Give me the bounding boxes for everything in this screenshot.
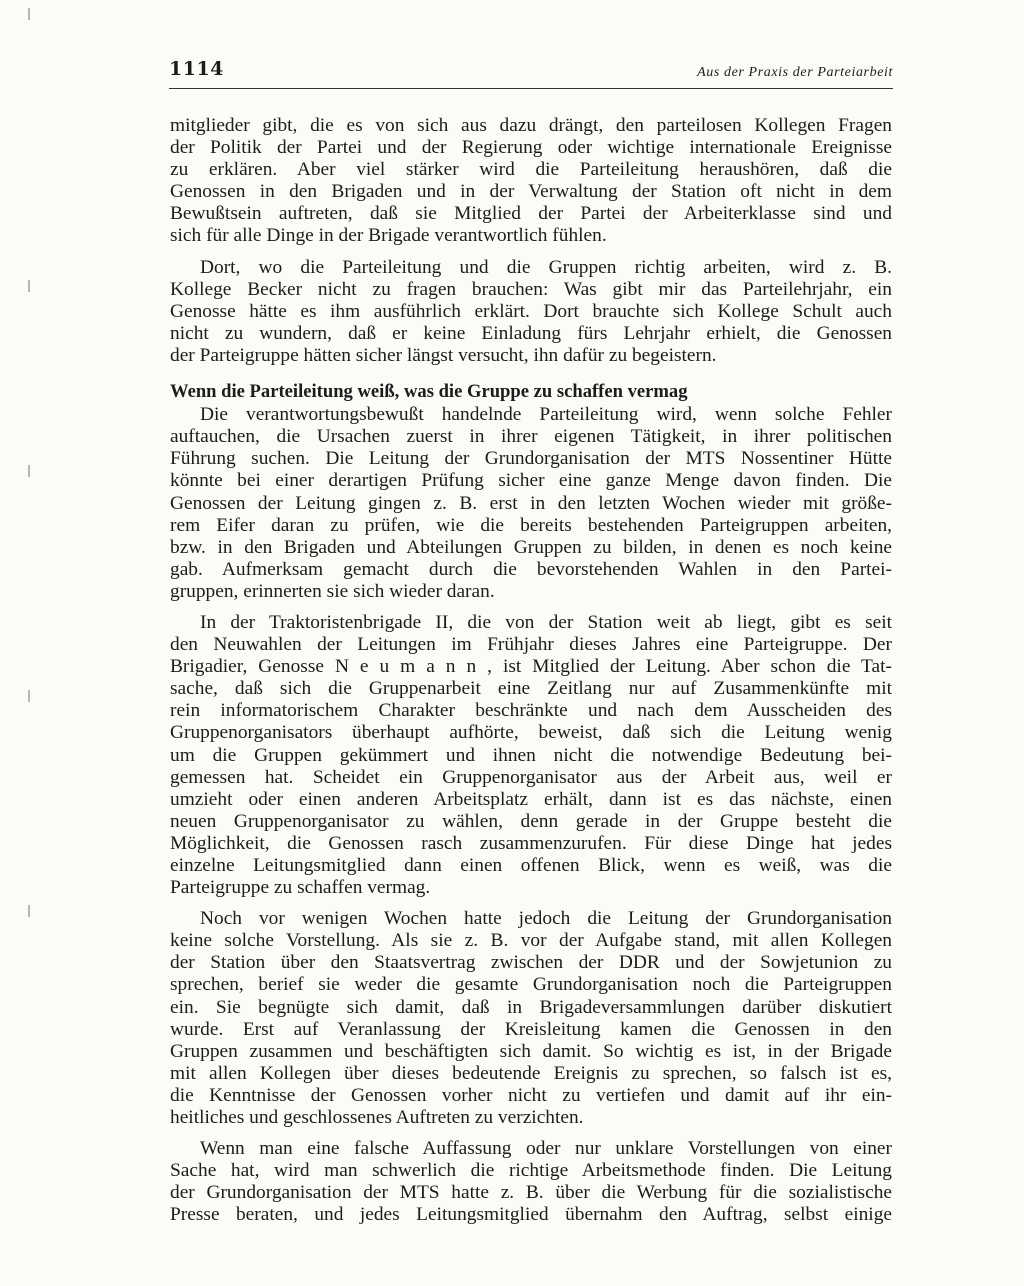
- text-line: Genosse hätte es ihm ausführlich erklärt. Dort brauchte sich Kollege Schult auch: [170, 300, 892, 322]
- text-line: zu erklären. Aber viel stärker wird die Parteileitung heraushören, daß die: [170, 159, 892, 181]
- text-line: Genossen der Leitung gingen z. B. erst in den letzten Wochen wieder mit größe-: [170, 492, 892, 514]
- text-line: Brigadier, Genosse N e u m a n n , ist Mitglied der Leitung. Aber schon die Tat-: [170, 656, 892, 678]
- text-line: keine solche Vorstellung. Als sie z. B. vor der Aufgabe stand, mit allen Kollegen: [170, 930, 892, 952]
- text-line: nicht zu wundern, daß er keine Einladung fürs Lehrjahr erhielt, die Genossen: [170, 322, 892, 344]
- page-header: [169, 58, 893, 89]
- page-number: 1114: [169, 58, 224, 80]
- text-line: mit allen Kollegen über dieses bedeutende Ereignis zu sprechen, so falsch ist es,: [170, 1062, 892, 1084]
- text-line: der Grundorganisation der MTS hatte z. B. über die Werbung für die sozialistische: [170, 1182, 892, 1204]
- text-line: Presse beraten, und jedes Leitungsmitglied übernahm den Auftrag, selbst einige: [170, 1204, 892, 1226]
- text-line: wurde. Erst auf Veranlassung der Kreisleitung kamen die Genossen in den: [170, 1018, 892, 1040]
- text-line: gruppen, erinnerten sie sich wieder daran.: [170, 580, 495, 602]
- text-line: Bewußtsein auftreten, daß sie Mitglied der Partei der Arbeiterklasse sind und: [170, 203, 892, 225]
- text-line: Parteigruppe zu schaffen vermag.: [170, 877, 431, 899]
- text-line: der Station über den Staatsvertrag zwischen der DDR und der Sowjetunion zu: [170, 952, 892, 974]
- text-line: könnte bei einer derartigen Prüfung sicher eine ganze Menge davon finden. Die: [170, 470, 892, 492]
- text-line: Dort, wo die Parteileitung und die Gruppen richtig arbeiten, wird z. B.: [200, 256, 892, 278]
- text-line: Gruppenorganisators überhaupt aufhörte, beweist, daß sich die Leitung wenig: [170, 722, 892, 744]
- running-head: Aus der Praxis der Parteiarbeit: [697, 65, 893, 80]
- text-line: rein informatorischem Charakter beschränkte und nach dem Ausscheiden des: [170, 700, 892, 722]
- text-line: der Parteigruppe hätten sicher längst versucht, ihn dafür zu begeistern.: [170, 344, 717, 366]
- text-line: Genossen in den Brigaden und in der Verwaltung der Station oft nicht in dem: [170, 181, 892, 203]
- text-line: sich für alle Dinge in der Brigade verantwortlich fühlen.: [170, 225, 607, 247]
- text-line: neuen Gruppenorganisator zu wählen, denn gerade in der Gruppe besteht die: [170, 810, 892, 832]
- text-line: bzw. in den Brigaden und Abteilungen Gruppen zu bilden, in denen es noch keine: [170, 536, 892, 558]
- text-line: rem Eifer daran zu prüfen, wie die bereits bestehenden Parteigruppen arbeiten,: [170, 514, 892, 536]
- margin-scan-marks: [28, 0, 32, 1286]
- text-line: mitglieder gibt, die es von sich aus dazu drängt, den parteilosen Kollegen Fragen: [170, 115, 892, 136]
- text-line: um die Gruppen gekümmert und ihnen nicht die notwendige Bedeutung bei-: [170, 744, 892, 766]
- text-line: Wenn man eine falsche Auffassung oder nur unklare Vorstellungen von einer: [200, 1138, 892, 1160]
- text-line: gab. Aufmerksam gemacht durch die bevorstehenden Wahlen in den Partei-: [170, 558, 892, 580]
- text-line: den Neuwahlen der Leitungen im Frühjahr dieses Jahres eine Parteigruppe. Der: [170, 634, 892, 656]
- text-line: Führung suchen. Die Leitung der Grundorganisation der MTS Nossentiner Hütte: [170, 448, 892, 470]
- text-line: Kollege Becker nicht zu fragen brauchen: Was gibt mir das Parteilehrjahr, ein: [170, 278, 892, 300]
- text-line: sache, daß sich die Gruppenarbeit eine Zeitlang nur auf Zusammenkünfte mit: [170, 678, 892, 700]
- text-line: umzieht oder einen anderen Arbeitsplatz erhält, dann ist es das nächste, einen: [170, 788, 892, 810]
- text-line: auftauchen, die Ursachen zuerst in ihrer eigenen Tätigkeit, in ihrer politischen: [170, 426, 892, 448]
- text-line: heitliches und geschlossenes Auftreten zu verzichten.: [170, 1107, 584, 1129]
- text-line: sprechen, berief sie weder die gesamte Grundorganisation noch die Parteigruppen: [170, 974, 892, 996]
- text-line: In der Traktoristenbrigade II, die von der Station weit ab liegt, gibt es seit: [200, 611, 892, 633]
- text-line: Sache hat, wird man schwerlich die richtige Arbeitsmethode finden. Die Leitung: [170, 1160, 892, 1182]
- section-heading: Wenn die Parteileitung weiß, was die Gruppe zu schaffen vermag: [170, 381, 688, 403]
- body-text: [170, 115, 892, 1227]
- text-line: Möglichkeit, die Genossen rasch zusammenzurufen. Für diese Dinge hat jedes: [170, 832, 892, 854]
- text-line: gemessen hat. Scheidet ein Gruppenorganisator aus der Arbeit aus, weil er: [170, 766, 892, 788]
- text-line: Noch vor wenigen Wochen hatte jedoch die Leitung der Grundorganisation: [200, 908, 892, 930]
- text-line: ein. Sie begnügte sich damit, daß in Brigadeversammlungen darüber diskutiert: [170, 996, 892, 1018]
- text-line: einzelne Leitungsmitglied dann einen offenen Blick, wenn es weiß, was die: [170, 855, 892, 876]
- text-line: der Politik der Partei und der Regierung oder wichtige internationale Ereignisse: [170, 137, 892, 159]
- text-line: Die verantwortungsbewußt handelnde Parteileitung wird, wenn solche Fehler: [200, 404, 892, 426]
- text-line: die Kenntnisse der Genossen vorher nicht zu vertiefen und damit auf ihr ein-: [170, 1084, 892, 1106]
- text-line: Gruppen zusammen und beschäftigten sich damit. So wichtig es ist, in der Brigade: [170, 1040, 892, 1062]
